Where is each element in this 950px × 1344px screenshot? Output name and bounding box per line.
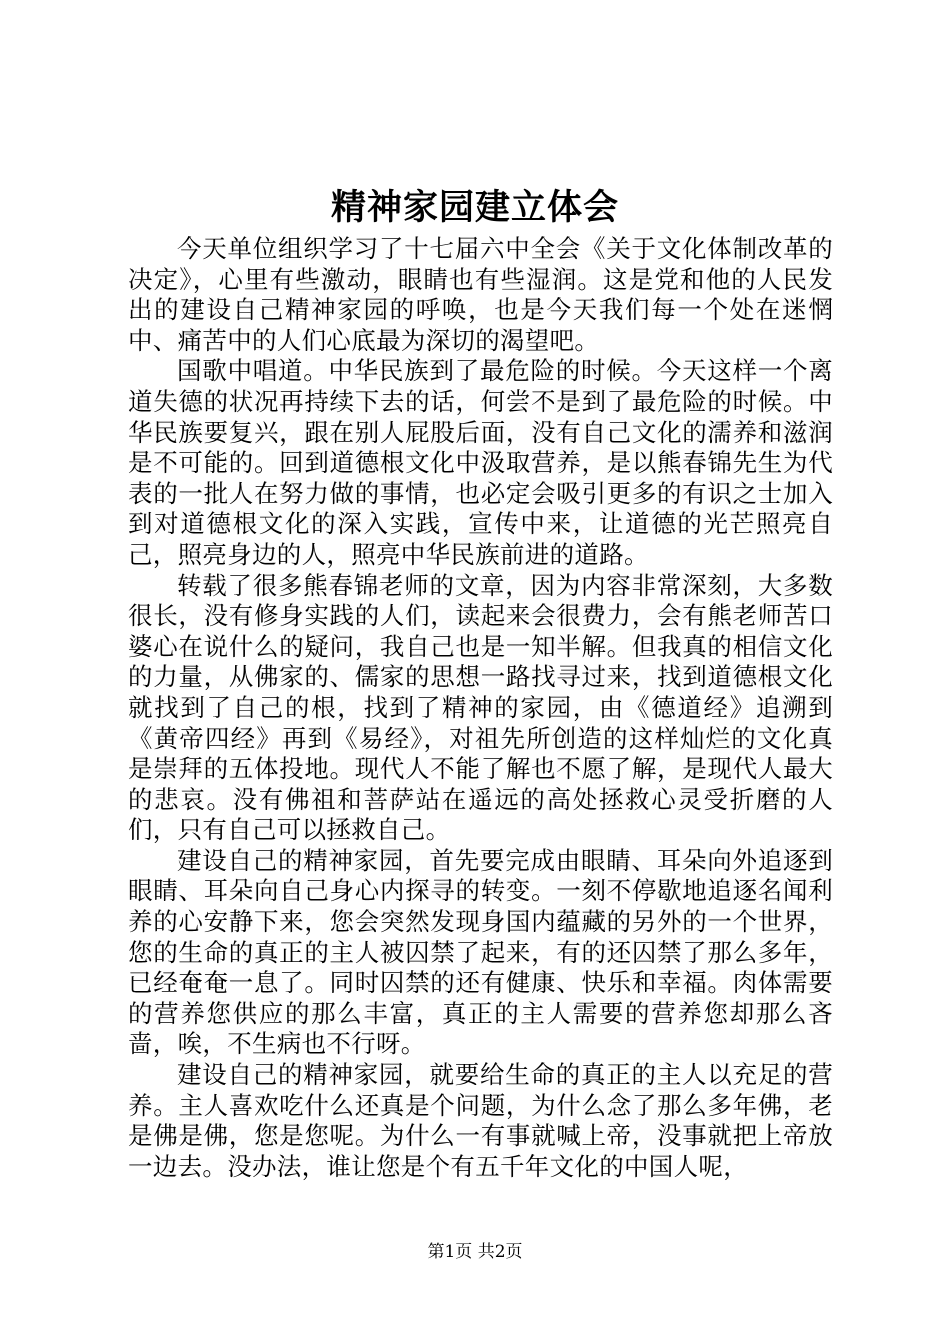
- paragraph-5: 建设自己的精神家园，就要给生命的真正的主人以充足的营养。主人喜欢吃什么还真是个问题，为什么念了那么多年佛，老是佛是佛，您是您呢。为什么一有事就喊上帝，没事就把上帝放一边去。没办法，谁让您是个有五千年文化的中国人呢，: [128, 1060, 833, 1181]
- paragraph-1: 今天单位组织学习了十七届六中全会《关于文化体制改革的决定》，心里有些激动，眼睛也有些湿润。这是党和他的人民发出的建设自己精神家园的呼唤，也是今天我们每一个处在迷惘中、痛苦中的人们心底最为深切的渴望吧。: [128, 234, 833, 355]
- page-footer: 第1页 共2页: [427, 1242, 523, 1262]
- document-body: [128, 234, 833, 1182]
- document-title: 精神家园建立体会: [330, 187, 619, 228]
- paragraph-3: 转载了很多熊春锦老师的文章，因为内容非常深刻，大多数很长，没有修身实践的人们，读起来会很费力，会有熊老师苦口婆心在说什么的疑问，我自己也是一知半解。但我真的相信文化的力量，从佛家的、儒家的思想一路找寻过来，找到道德根文化就找到了自己的根，找到了精神的家园，由《德道经》追溯到《黄帝四经》再到《易经》，对祖先所创造的这样灿烂的文化真是崇拜的五体投地。现代人不能了解也不愿了解，是现代人最大的悲哀。没有佛祖和菩萨站在遥远的高处拯救心灵受折磨的人们，只有自己可以拯救自己。: [128, 570, 833, 845]
- paragraph-4: 建设自己的精神家园，首先要完成由眼睛、耳朵向外追逐到眼睛、耳朵向自己身心内探寻的转变。一刻不停歇地追逐名闻利养的心安静下来，您会突然发现身国内蕴藏的另外的一个世界，您的生命的真正的主人被囚禁了起来，有的还囚禁了那么多年，已经奄奄一息了。同时囚禁的还有健康、快乐和幸福。肉体需要的营养您供应的那么丰富，真正的主人需要的营养您却那么吝啬，唉，不生病也不行呀。: [128, 845, 833, 1059]
- paragraph-2: 国歌中唱道。中华民族到了最危险的时候。今天这样一个离道失德的状况再持续下去的话，何尝不是到了最危险的时候。中华民族要复兴，跟在别人屁股后面，没有自己文化的濡养和滋润是不可能的。回到道德根文化中汲取营养，是以熊春锦先生为代表的一批人在努力做的事情，也必定会吸引更多的有识之士加入到对道德根文化的深入实践，宣传中来，让道德的光芒照亮自己，照亮身边的人，照亮中华民族前进的道路。: [128, 356, 833, 569]
